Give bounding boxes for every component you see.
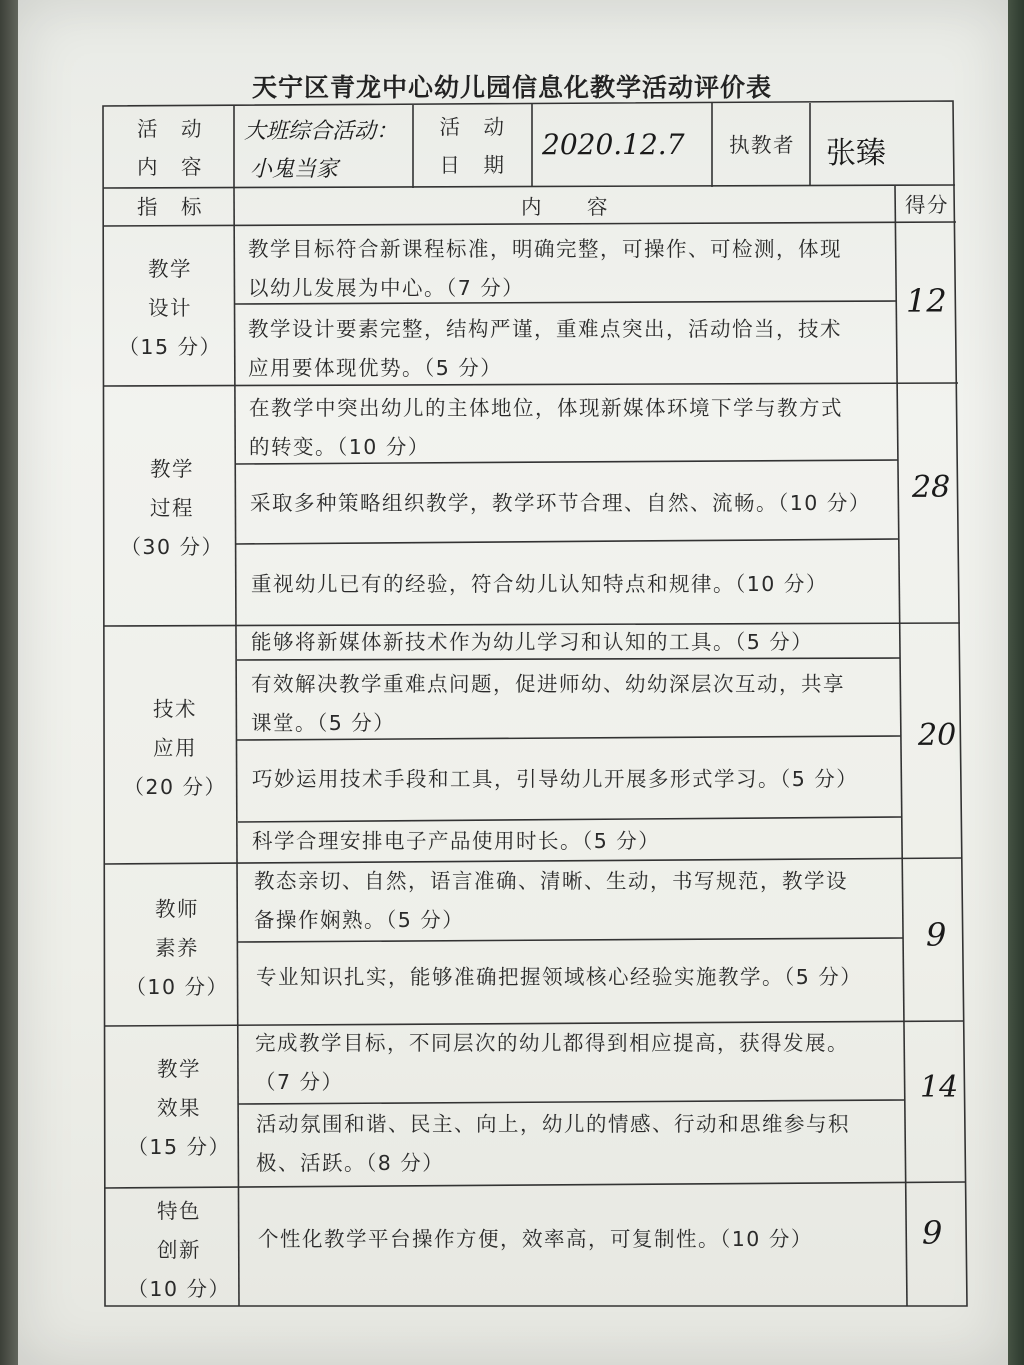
section-name-line2: 素养 [155,936,199,960]
section-score: 9 [926,916,947,954]
criterion-text: 重视幼儿已有的经验，符合幼儿认知特点和规律。（10 分） [251,572,828,596]
section-name-points: （10 分） [125,975,229,999]
section-name-line2: 设计 [148,296,192,320]
activity-date-label-line1: 活 动 [439,115,506,139]
activity-content-value-line2: 小鬼当家 [250,157,339,182]
criterion-text: 采取多种策略组织教学，教学环节合理、自然、流畅。（10 分） [250,491,871,515]
indicator-column-header: 指 标 [137,195,203,219]
section-name-points: （15 分） [118,335,222,359]
activity-date-label-line2: 日 期 [439,153,506,177]
activity-date-value: 2020.12.7 [542,128,685,161]
criterion-text: 有效解决教学重难点问题，促进师幼、幼幼深层次互动，共享 [251,672,845,696]
criterion-text: 活动氛围和谐、民主、向上，幼儿的情感、行动和思维参与积 [256,1112,850,1136]
activity-content-label-line2: 内 容 [137,155,203,179]
section-name-line2: 过程 [150,496,194,520]
criterion-text: 个性化教学平台操作方便，效率高，可复制性。（10 分） [258,1227,813,1251]
score-column-header: 得分 [905,193,949,217]
section-name-line1: 教师 [155,897,199,921]
teacher-value: 张臻 [826,136,886,171]
section-name-line1: 特色 [157,1199,201,1223]
criterion-text: 完成教学目标，不同层次的幼儿都得到相应提高，获得发展。 [255,1031,849,1055]
section-name-line2: 效果 [157,1096,201,1120]
criterion-text: 教学设计要素完整，结构严谨，重难点突出，活动恰当，技术 [248,317,842,341]
section-name-line1: 教学 [157,1057,201,1081]
form-title: 天宁区青龙中心幼儿园信息化教学活动评价表 [251,73,772,102]
section-score: 28 [912,470,951,505]
section-name-line1: 技术 [153,697,197,721]
criterion-text: 教态亲切、自然，语言准确、清晰、生动，书写规范，教学设 [254,869,848,893]
criterion-text: 能够将新媒体新技术作为幼儿学习和认知的工具。（5 分） [251,630,814,654]
criterion-text: 巧妙运用技术手段和工具，引导幼儿开展多形式学习。（5 分） [252,767,859,791]
criterion-text: 的转变。（10 分） [249,435,430,459]
section-name-points: （10 分） [127,1277,231,1301]
criterion-text: 以幼儿发展为中心。（7 分） [248,276,525,300]
section-name-line2: 创新 [157,1238,201,1262]
section-score: 14 [920,1070,959,1105]
activity-content-label-line1: 活 动 [137,117,203,141]
section-name-points: （15 分） [127,1135,231,1159]
section-score: 12 [906,282,947,320]
section-score: 9 [922,1214,943,1252]
section-name-points: （30 分） [120,535,224,559]
criterion-text: 应用要体现优势。（5 分） [248,356,503,380]
criterion-text: 备操作娴熟。（5 分） [254,908,465,932]
section-score: 20 [918,718,957,753]
section-name-line2: 应用 [153,736,197,760]
section-name-line1: 教学 [150,457,194,481]
criterion-text: 极、活跃。（8 分） [256,1151,445,1175]
criterion-text: （7 分） [255,1070,344,1094]
criterion-text: 教学目标符合新课程标准，明确完整，可操作、可检测，体现 [248,237,842,261]
content-column-header: 内 容 [521,195,609,219]
criterion-text: 专业知识扎实，能够准确把握领域核心经验实施教学。（5 分） [256,965,863,989]
teacher-label: 执教者 [729,133,795,157]
section-name-points: （20 分） [123,775,227,799]
criterion-text: 在教学中突出幼儿的主体地位，体现新媒体环境下学与教方式 [249,396,843,420]
activity-content-value-line1: 大班综合活动： [244,119,399,144]
criterion-text: 课堂。（5 分） [251,711,396,735]
section-name-line1: 教学 [148,257,192,281]
criterion-text: 科学合理安排电子产品使用时长。（5 分） [252,829,661,853]
